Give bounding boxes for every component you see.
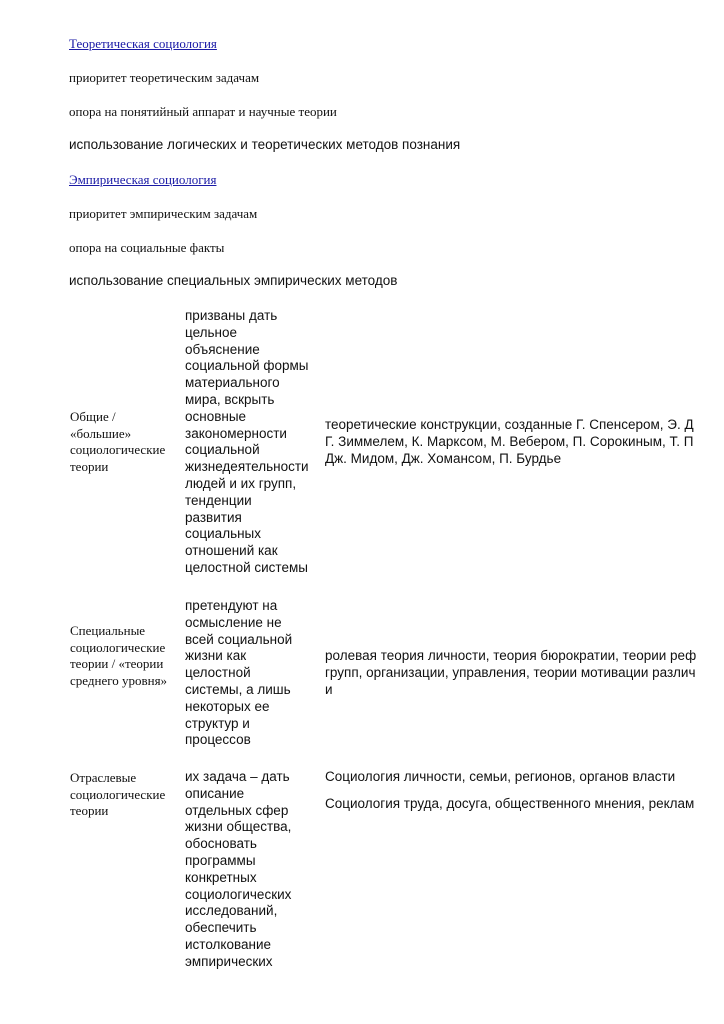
table-row-2-level: Специальные социологические теории / «теории среднего уровня» xyxy=(70,623,168,688)
table-row-3-examples: Социология личности, семьи, регионов, органов власти Социология труда, досуга, общественного мнения, реклам xyxy=(325,769,695,811)
table-row-3-level: Отраслевые социологические теории xyxy=(70,770,166,818)
theoretical-item-2: опора на понятийный аппарат и научные теории xyxy=(69,104,337,119)
table-row-2-purpose: претендуют на осмысление не всей социальной жизни как целостной системы, а лишь некоторых ее структур и процессов xyxy=(185,598,293,748)
table-row-2-examples: ролевая теория личности, теория бюрократии, теории реф групп, организации, управления, теории мотивации различ и xyxy=(325,648,697,697)
empirical-item-3: использование специальных эмпирических методов xyxy=(69,273,398,288)
table-row-1-level: Общие / «большие» социологические теории xyxy=(70,409,166,474)
empirical-item-2: опора на социальные факты xyxy=(69,240,225,255)
table-row-1-purpose: призваны дать цельное объяснение социальной формы материального мира, вскрыть основные закономерности социальной жизнедеятельности людей и их групп, тенденции развития социальных отношений как целостной системы xyxy=(185,308,309,575)
empirical-item-1: приоритет эмпирическим задачам xyxy=(69,206,258,221)
heading-theoretical-sociology[interactable]: Теоретическая социология xyxy=(69,36,217,51)
heading-empirical-sociology[interactable]: Эмпирическая социология xyxy=(69,172,217,187)
table-row-1-examples: теоретические конструкции, созданные Г. Спенсером, Э. Д Г. Зиммелем, К. Марксом, М. Вебером, П. Сорокиным, Т. П Дж. Мидом, Дж. Хомансом, П. Бурдье xyxy=(325,417,694,466)
theoretical-item-3: использование логических и теоретических методов познания xyxy=(69,137,461,152)
table-row-3-purpose: их задача – дать описание отдельных сфер жизни общества, обосновать программы конкретных социологических исследований, обеспечить истолкование эмпирических xyxy=(185,769,292,969)
theoretical-item-1: приоритет теоретическим задачам xyxy=(69,70,260,85)
